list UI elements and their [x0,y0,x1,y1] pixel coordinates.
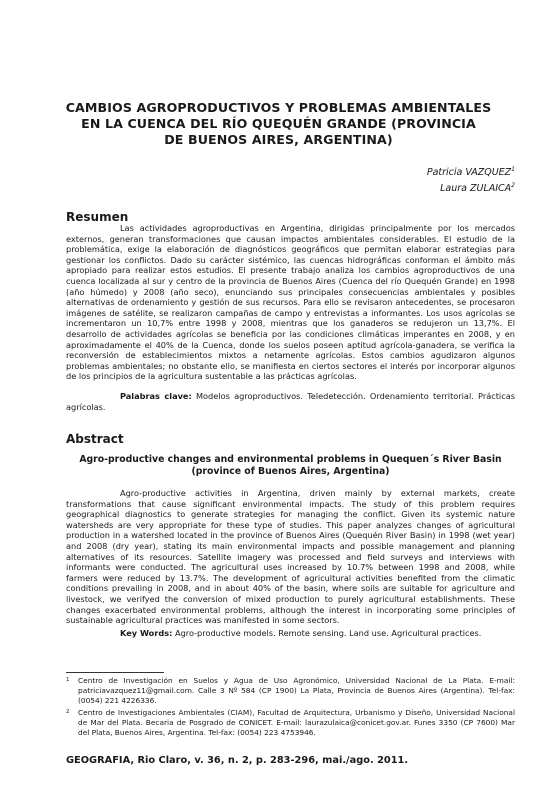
abstract-heading: Abstract [66,432,124,446]
resumen-keywords [66,391,515,412]
journal-citation: GEOGRAFIA, Rio Claro, v. 36, n. 2, p. 283-296, mai./ago. 2011. [66,755,409,766]
keywords-text: Modelos agroproductivos. Teledetección. Ordenamiento territorial. Prácticas agrícolas. [66,391,515,412]
footnote [66,708,515,738]
keywords-text: Agro-productive models. Remote sensing. Land use. Agricultural practices. [172,628,482,638]
author-footnote-mark: 2 [511,181,515,189]
abstract-body: Agro-productive activities in Argentina, driven mainly by external markets, create transformations that cause significant environmental impacts. The study of this problem requires geographical diagnostics to generate strategies for managing the conflict. Given its systemic nature watersheds are very appropriate for these type of studies. This paper analyzes changes of agricultural production in a watershed located in the province of Buenos Aires (Quequén River Basin) in 1998 (wet year) and 2008 (dry year), stating its main environmental impacts and possible management and planning alternatives of its resources. Satellite imagery was processed and field surveys and interviews with informants were conducted. The agricultural uses increased by 10.7% between 1998 and 2008, while farmers were reduced by 13.7%. The development of agricultural activities benefited from the climatic conditions prevailing in 2008, and in about 40% of the basin, where soils are suitable for agriculture and livestock, we verifyed the conversion of mixed production to purely agricultural establishments. These changes exacerbated environmental problems, although the interest in incorporating some principles of sustainable agricultural practices was manifested in some sectors. [66,488,515,626]
footnote-text: Centro de Investigación en Suelos y Agua de Uso Agronómico, Universidad Nacional de La Plata. E-mail: patriciavazquez11@gmail.com. Calle 3 Nº 584 (CP 1900) La Plata, Provincia de Buenos Aires (Argentina). Tel-fax: (0054) 221 4226336. [78,676,515,705]
keywords-label: Palabras clave: [120,391,192,401]
abstract-keywords [66,628,515,639]
keywords-label: Key Words: [120,628,173,638]
resumen-body: Las actividades agroproductivas en Argentina, dirigidas principalmente por los mercados externos, generan transformaciones que causan impactos ambientales considerables. El estudio de la problemática, exige la elaboración de diagnósticos geográficos que permitan elaborar estrategias para gestionar los conflictos. Dado su carácter sistémico, las cuencas hidrográficas conforman el ámbito más apropiado para realizar estos estudios. El presente trabajo analiza los cambios agroproductivos de una cuenca localizada al sur y centro de la provincia de Buenos Aires (Cuenca del río Quequén Grande) en 1998 (año húmedo) y 2008 (año seco), enunciando sus principales consecuencias ambientales y posibles alternativas de ordenamiento y gestión de sus recursos. Para ello se revisaron antecedentes, se procesaron imágenes de satélite, se realizaron campañas de campo y entrevistas a informantes. Los usos agrícolas se incrementaron un 10,7% entre 1998 y 2008, mientras que los ganaderos se redujeron un 13,7%. El desarrollo de actividades agrícolas se beneficia por las condiciones climáticas imperantes en 2008, y en aproximadamente el 40% de la Cuenca, donde los suelos poseen aptitud agrícola-ganadera, se verifica la reconversión de establecimientos mixtos a netamente agrícolas. Estos cambios agudizaron algunos problemas ambientales; no obstante ello, se manifiesta en ciertos sectores el interés por incorporar algunos de los principios de la agricultura sustentable a las prácticas agrícolas. [66,223,515,382]
paper-title [60,100,497,148]
resumen-heading: Resumen [66,210,129,224]
title-line: EN LA CUENCA DEL RÍO QUEQUÉN GRANDE (PROVINCIA [81,116,476,131]
author-name: Laura ZULAICA [440,183,512,194]
subtitle-line: (province of Buenos Aires, Argentina) [191,466,390,477]
footnote [66,676,515,706]
author [427,165,515,181]
title-line: CAMBIOS AGROPRODUCTIVOS Y PROBLEMAS AMBIENTALES [65,100,492,115]
footnote-divider [66,672,164,673]
title-line: DE BUENOS AIRES, ARGENTINA) [164,132,393,147]
subtitle-line: Agro-productive changes and environmental problems in Quequen´s River Basin [79,454,502,465]
author [427,181,515,197]
abstract-subtitle [66,454,515,478]
author-list [427,165,515,197]
footnote-mark: 1 [66,677,70,683]
author-name: Patricia VAZQUEZ [426,167,512,178]
footnote-mark: 2 [66,709,70,715]
author-footnote-mark: 1 [511,165,515,173]
footnote-text: Centro de Investigaciones Ambientales (CIAM), Facultad de Arquitectura, Urbanismo y Diseño, Universidad Nacional de Mar del Plata. Becaria de Posgrado de CONICET. E-mail: laurazulaica@conicet.gov.ar. Funes 3350 (CP 7600) Mar del Plata, Buenos Aires, Argentina. Tel-fax: (0054) 223 4753946. [78,708,515,737]
